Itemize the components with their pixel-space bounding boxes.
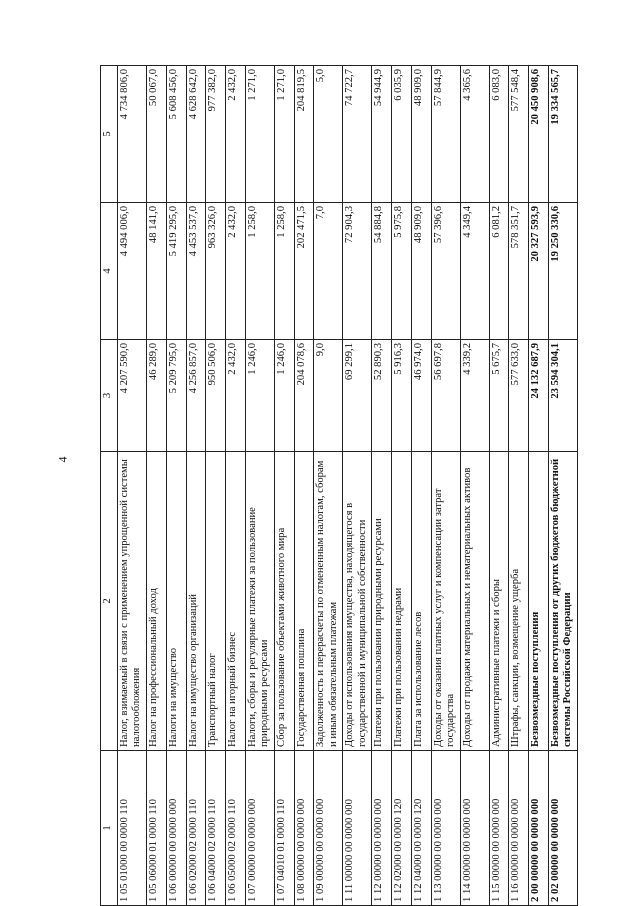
value-cell: 2 432,0 [226,66,246,203]
value-cell: 963 326,0 [206,203,226,340]
code-cell: 1 12 00000 00 0000 000 [372,751,392,906]
table-row [411,66,431,906]
value-cell: 56 697,8 [431,340,460,452]
value-cell: 5 608 456,0 [166,66,186,203]
code-cell: 1 05 06000 01 0000 110 [147,751,167,906]
value-cell: 1 246,0 [274,340,294,452]
value-cell: 5 675,7 [489,340,509,452]
name-cell: Штрафы, санкции, возмещение ущерба [509,452,529,751]
table-row [529,66,549,906]
value-cell: 5 419 295,0 [166,203,186,340]
value-cell: 9,0 [314,340,343,452]
name-cell: Транспортный налог [206,452,226,751]
code-cell: 1 12 04000 00 0000 120 [411,751,431,906]
value-cell: 4 494 006,0 [118,203,147,340]
value-cell: 4 339,2 [460,340,489,452]
table-row [372,66,392,906]
table-row [460,66,489,906]
value-cell: 1 258,0 [245,203,274,340]
header-cell: 4 [101,203,118,340]
value-cell: 46 974,0 [411,340,431,452]
name-cell: Доходы от продажи материальных и нематериальных активов [460,452,489,751]
code-cell: 2 02 00000 00 0000 000 [549,751,578,906]
code-cell: 1 09 00000 00 0000 000 [314,751,343,906]
table-row [118,66,147,906]
table-row [294,66,314,906]
value-cell: 74 722,7 [343,66,372,203]
value-cell: 2 432,0 [226,203,246,340]
table-row [314,66,343,906]
value-cell: 46 289,0 [147,340,167,452]
name-cell: Доходы от использования имущества, находящегося в государственной и муниципальной собственности [343,452,372,751]
code-cell: 1 11 00000 00 0000 000 [343,751,372,906]
name-cell: Платежи при пользовании недрами [392,452,412,751]
value-cell: 4 453 537,0 [186,203,206,340]
table-row [274,66,294,906]
table-row [392,66,412,906]
value-cell: 1 258,0 [274,203,294,340]
value-cell: 578 351,7 [509,203,529,340]
value-cell: 50 067,0 [147,66,167,203]
value-cell: 1 246,0 [245,340,274,452]
name-cell: Налоги на имущество [166,452,186,751]
code-cell: 1 05 01000 00 0000 110 [118,751,147,906]
value-cell: 57 396,6 [431,203,460,340]
value-cell: 577 548,4 [509,66,529,203]
name-cell: Налог на профессиональный доход [147,452,167,751]
value-cell: 204 078,6 [294,340,314,452]
table-row [509,66,529,906]
value-cell: 4 734 806,0 [118,66,147,203]
page-number: 4 [55,456,70,463]
value-cell: 5 975,8 [392,203,412,340]
value-cell: 54 944,9 [372,66,392,203]
value-cell: 4 207 590,0 [118,340,147,452]
name-cell: Плата за использование лесов [411,452,431,751]
table-row [343,66,372,906]
name-cell: Налог на игорный бизнес [226,452,246,751]
value-cell: 7,0 [314,203,343,340]
code-cell: 1 06 05000 02 0000 110 [226,751,246,906]
table-row [186,66,206,906]
code-cell: 1 07 00000 00 0000 000 [245,751,274,906]
value-cell: 5,0 [314,66,343,203]
value-cell: 19 334 565,7 [549,66,578,203]
value-cell: 4 349,4 [460,203,489,340]
code-cell: 1 14 00000 00 0000 000 [460,751,489,906]
value-cell: 204 819,5 [294,66,314,203]
table-row [166,66,186,906]
value-cell: 19 250 330,6 [549,203,578,340]
value-cell: 4 256 857,0 [186,340,206,452]
code-cell: 1 12 02000 00 0000 120 [392,751,412,906]
value-cell: 20 450 908,6 [529,66,549,203]
value-cell: 1 271,0 [245,66,274,203]
value-cell: 1 271,0 [274,66,294,203]
value-cell: 52 890,3 [372,340,392,452]
name-cell: Государственная пошлина [294,452,314,751]
value-cell: 6 035,9 [392,66,412,203]
table-row [206,66,226,906]
value-cell: 48 909,0 [411,66,431,203]
name-cell: Налог, взимаемый в связи с применением упрощенной системы налогообложения [118,452,147,751]
code-cell: 1 06 04000 02 0000 110 [206,751,226,906]
value-cell: 5 209 795,0 [166,340,186,452]
name-cell: Административные платежи и сборы [489,452,509,751]
table-row [489,66,509,906]
code-cell: 2 00 00000 00 0000 000 [529,751,549,906]
value-cell: 54 884,8 [372,203,392,340]
name-cell: Налоги, сборы и регулярные платежи за пользование природными ресурсами [245,452,274,751]
value-cell: 4 628 642,0 [186,66,206,203]
value-cell: 72 904,3 [343,203,372,340]
header-cell: 1 [101,751,118,906]
value-cell: 57 844,9 [431,66,460,203]
name-cell: Доходы от оказания платных услуг и компенсации затрат государства [431,452,460,751]
table-row [549,66,578,906]
table-body [118,66,578,906]
table-row [147,66,167,906]
value-cell: 6 081,2 [489,203,509,340]
code-cell: 1 15 00000 00 0000 000 [489,751,509,906]
value-cell: 202 471,5 [294,203,314,340]
value-cell: 20 327 593,9 [529,203,549,340]
name-cell: Безвозмездные поступления от других бюджетов бюджетной системы Российской Федерации [549,452,578,751]
value-cell: 977 382,0 [206,66,226,203]
name-cell: Безвозмездные поступления [529,452,549,751]
value-cell: 48 141,0 [147,203,167,340]
value-cell: 23 594 304,1 [549,340,578,452]
value-cell: 2 432,0 [226,340,246,452]
code-cell: 1 06 02000 02 0000 110 [186,751,206,906]
header-cell: 3 [101,340,118,452]
table-row [245,66,274,906]
value-cell: 6 083,0 [489,66,509,203]
code-cell: 1 07 04010 01 0000 110 [274,751,294,906]
header-row [101,66,118,906]
header-cell: 2 [101,452,118,751]
value-cell: 69 299,1 [343,340,372,452]
rotated-table-block [100,66,578,906]
value-cell: 950 506,0 [206,340,226,452]
code-cell: 1 16 00000 00 0000 000 [509,751,529,906]
table-row [431,66,460,906]
value-cell: 5 916,3 [392,340,412,452]
code-cell: 1 13 00000 00 0000 000 [431,751,460,906]
code-cell: 1 08 00000 00 0000 000 [294,751,314,906]
table-row [226,66,246,906]
name-cell: Налог на имущество организаций [186,452,206,751]
name-cell: Платежи при пользовании природными ресурсами [372,452,392,751]
value-cell: 48 909,0 [411,203,431,340]
budget-table [100,65,578,906]
value-cell: 4 365,6 [460,66,489,203]
header-cell: 5 [101,66,118,203]
code-cell: 1 06 00000 00 0000 000 [166,751,186,906]
name-cell: Задолженность и перерасчеты по отмененным налогам, сборам и иным обязательным платежам [314,452,343,751]
value-cell: 577 633,0 [509,340,529,452]
name-cell: Сбор за пользование объектами животного мира [274,452,294,751]
value-cell: 24 132 687,9 [529,340,549,452]
